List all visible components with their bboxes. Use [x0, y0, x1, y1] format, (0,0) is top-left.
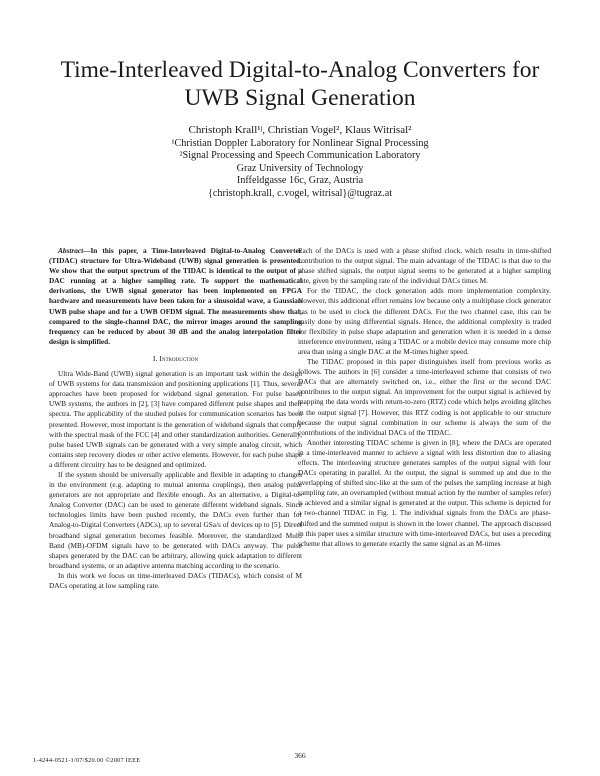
abstract-body: —In this paper, a Time-Interleaved Digital-to-Analog Converter (TIDAC) structure for Ultra-Wideband (UWB) signal generation is presented. We show that the output spectrum of the TIDAC is identical to the output of a DAC running at a higher sampling rate. To support the mathematical derivations, the UWB signal generator has been implemented on FPGA hardware and measurements have been taken for a sinusoidal wave, a Gaussian UWB pulse shape and for a UWB OFDM signal. The measurements show that, compared to the single-channel DAC, the mirror images around the sampling frequency can be reduced by about 30 dB and the analog interpolation filter design is simplified.: [49, 246, 302, 346]
paragraph: For the TIDAC, the clock generation adds more implementation complexity. However, this additional effort remains low because only a multiphase clock generator has to be used to clock the different DACs. For the two channel case, this can be easily done by using differential signals. Hence, the additional complexity is traded for flexibility in pulse shape adaptation and generation when it is needed in a dense interference environment, using a TIDAC or a mobile device may consume more chip area than using a single DAC at the M-times higher speed.: [298, 286, 551, 356]
right-column: [298, 246, 551, 549]
abstract: [49, 246, 302, 347]
page-number: 366: [294, 751, 306, 760]
paragraph: Another interesting TIDAC scheme is given in [8], where the DACs are operated in a time-interleaved manner to achieve a signal with less distortion due to aliasing effects. The interleaving structure generates samples of the output signal with four DACs operating in parallel. At the output, the signal is summed up and due to the overlapping of shifted sinc-like at the sum of the pulses the sampling increase at high sampling rate, an oversampled (without mutual action by the number of samples refer) is achieved and a similar signal is generated at the output. This scheme is depicted for a two-channel TIDAC in Fig. 1. The individual signals from the DACs are phase-shifted and the summed output is shown in the lower channel. The approach discussed in this paper uses a similar structure with time-interleaved DACs, but uses a preceding scheme that allows to generate exactly the same signal as an M-times: [298, 437, 551, 548]
affiliation-line-3: Graz University of Technology: [236, 162, 364, 174]
affiliation-line-4: Inffeldgasse 16c, Graz, Austria: [236, 175, 364, 187]
author-block: [0, 124, 600, 201]
paper-title: [0, 56, 600, 112]
paragraph: If the system should be universally applicable and flexible in adapting to changes in the environment (e.g. adapting to mutual antenna couplings), then analog pulse generators are not appropriate and flexible enough. As an alternative, a Digital-to-Analog Converter (DAC) can be used to generate different wideband signals. Since technologies limits have been pushed recently, the DACs even further than for Analog-to-Digital Converters (ADCs), up to several GSa/s of devices up to [5]. Direct broadband signal generation becomes feasible. Moreover, the standardized Multi Band (MB)-OFDM signals have to be generated with DACs anyway. The pulse shapes generated by the DAC can be arbitrary, allowing quick adaptation to different broadband systems, or an adaptive antenna matching according to the scenario.: [49, 469, 302, 570]
affiliation-line-1: ¹Christian Doppler Laboratory for Nonlinear Signal Processing: [171, 137, 429, 149]
paragraph: The TIDAC proposed in this paper distinguishes itself from previous works as follows. The authors in [6] consider a time-interleaved scheme that consists of two DACs that are alternately switched on, i.e., either the first or the second DAC contributes to the output signal. An improvement for the output signal is achieved by mapping the data words with return-to-zero (RTZ) code which helps avoiding glitches in the output signal [7]. However, this RTZ coding is not applicable to our structure because the output signal combination in our scheme is always the sum of the contributions of the individual DACs of the TIDAC.: [298, 357, 551, 437]
author-names: Christoph Krall¹ʲ, Christian Vogel², Klaus Witrisal²: [188, 124, 412, 136]
paragraph: Ultra Wide-Band (UWB) signal generation is an important task within the design of UWB systems for data transmission and positioning applications [1]. Thus, several approaches have been proposed for wideband signal generation. For pulse based UWB systems, the authors in [2], [3] have compared different pulse shapes and their spectra. The applicability of the studied pulses for communication scenarios has been presented. However, most important is the generation of wideband signals that comply with the spectral mask of the FCC [4] and other standardization authorities. Generally, pulse based UWB signals can be generated with a very simple analog circuit, which contains step recovery diodes or other active elements. However, for each pulse shape a different circuitry has to be designed and optimized.: [49, 369, 302, 469]
section-heading-introduction: I. Introduction: [152, 353, 199, 363]
affiliation-line-2: ²Signal Processing and Speech Communication Laboratory: [179, 150, 421, 162]
copyright-footer: 1-4244-0521-1/07/$20.00 ©2007 IEEE: [33, 757, 141, 764]
title-line-1: Time-Interleaved Digital-to-Analog Converters for: [60, 57, 540, 83]
affiliation-line-5: {christoph.krall, c.vogel, witrisal}@tugraz.at: [207, 187, 393, 199]
left-column: [49, 246, 302, 591]
paragraph: Each of the DACs is used with a phase shifted clock, which results in time-shifted contribution to the output signal. The main advantage of the TIDAC is that due to the phase shifted signals, the output signal seems to be generated at a higher sampling rate, given by the sampling rate of the individual DACs times M.: [298, 246, 551, 286]
title-line-2: UWB Signal Generation: [184, 85, 416, 111]
abstract-lead: Abstract: [58, 246, 84, 255]
paragraph: In this work we focus on time-interleaved DACs (TIDACs), which consist of M DACs operating at low sampling rate.: [49, 570, 302, 590]
